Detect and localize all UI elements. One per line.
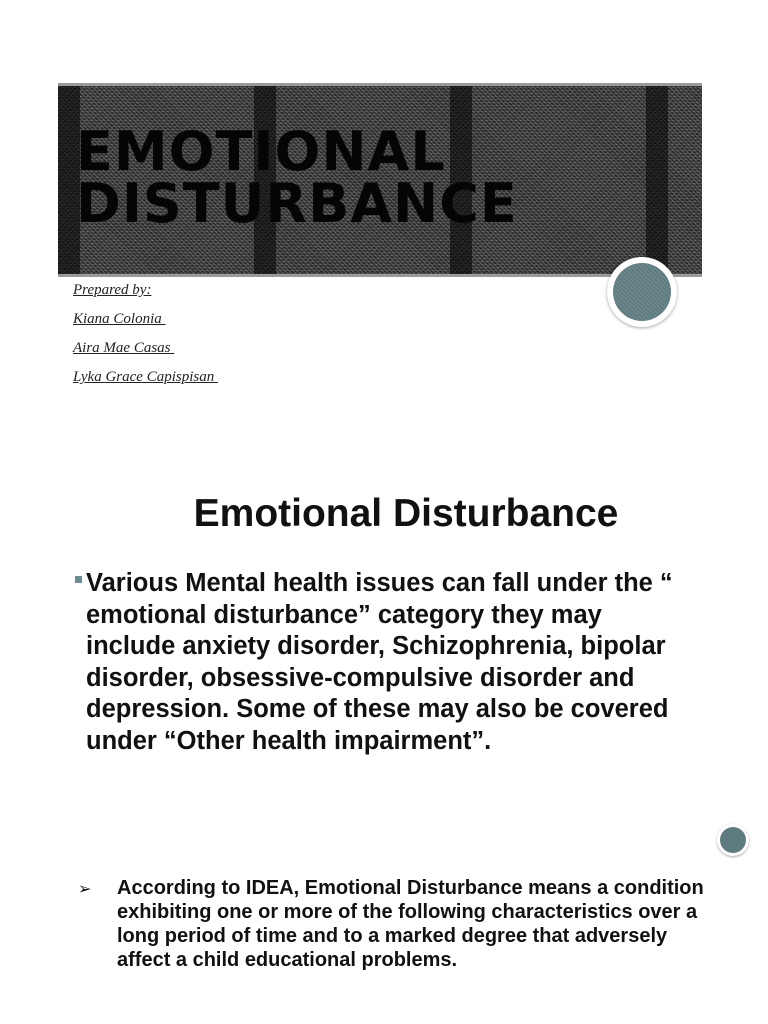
definition-item [78, 876, 718, 972]
bullet-text: Various Mental health issues can fall under the “ emotional disturbance” category they may include anxiety disorder, Schizophrenia, bipolar disorder, obsessive-compulsive disorder and depression. Some of these may also be covered under “Other health impairment”. [86, 569, 673, 755]
prepared-by-block [73, 280, 218, 396]
circle-badge-icon [607, 257, 677, 327]
bullet-item [73, 568, 693, 757]
square-bullet-icon [75, 576, 82, 583]
author-name: Kiana Colonia [73, 311, 166, 327]
arrow-bullet-icon: ➢ [78, 879, 92, 898]
author-name: Lyka Grace Capispisan [73, 369, 218, 385]
prepared-by-label: Prepared by: [73, 282, 152, 298]
author-name: Aira Mae Casas [73, 340, 175, 356]
slide-title: Emotional Disturbance [193, 492, 619, 535]
title-banner [58, 83, 702, 277]
definition-text: According to IDEA, Emotional Disturbance means a condition exhibiting one or more of the following characteristics over a long period of time and to a marked degree that adversely affect a child educational problems. [117, 877, 704, 971]
banner-title-line-1: EMOTIONAL [76, 120, 446, 183]
banner-title [76, 120, 518, 235]
circle-badge-icon [717, 824, 749, 856]
banner-title-line-2: DISTURBANCE [76, 172, 518, 235]
